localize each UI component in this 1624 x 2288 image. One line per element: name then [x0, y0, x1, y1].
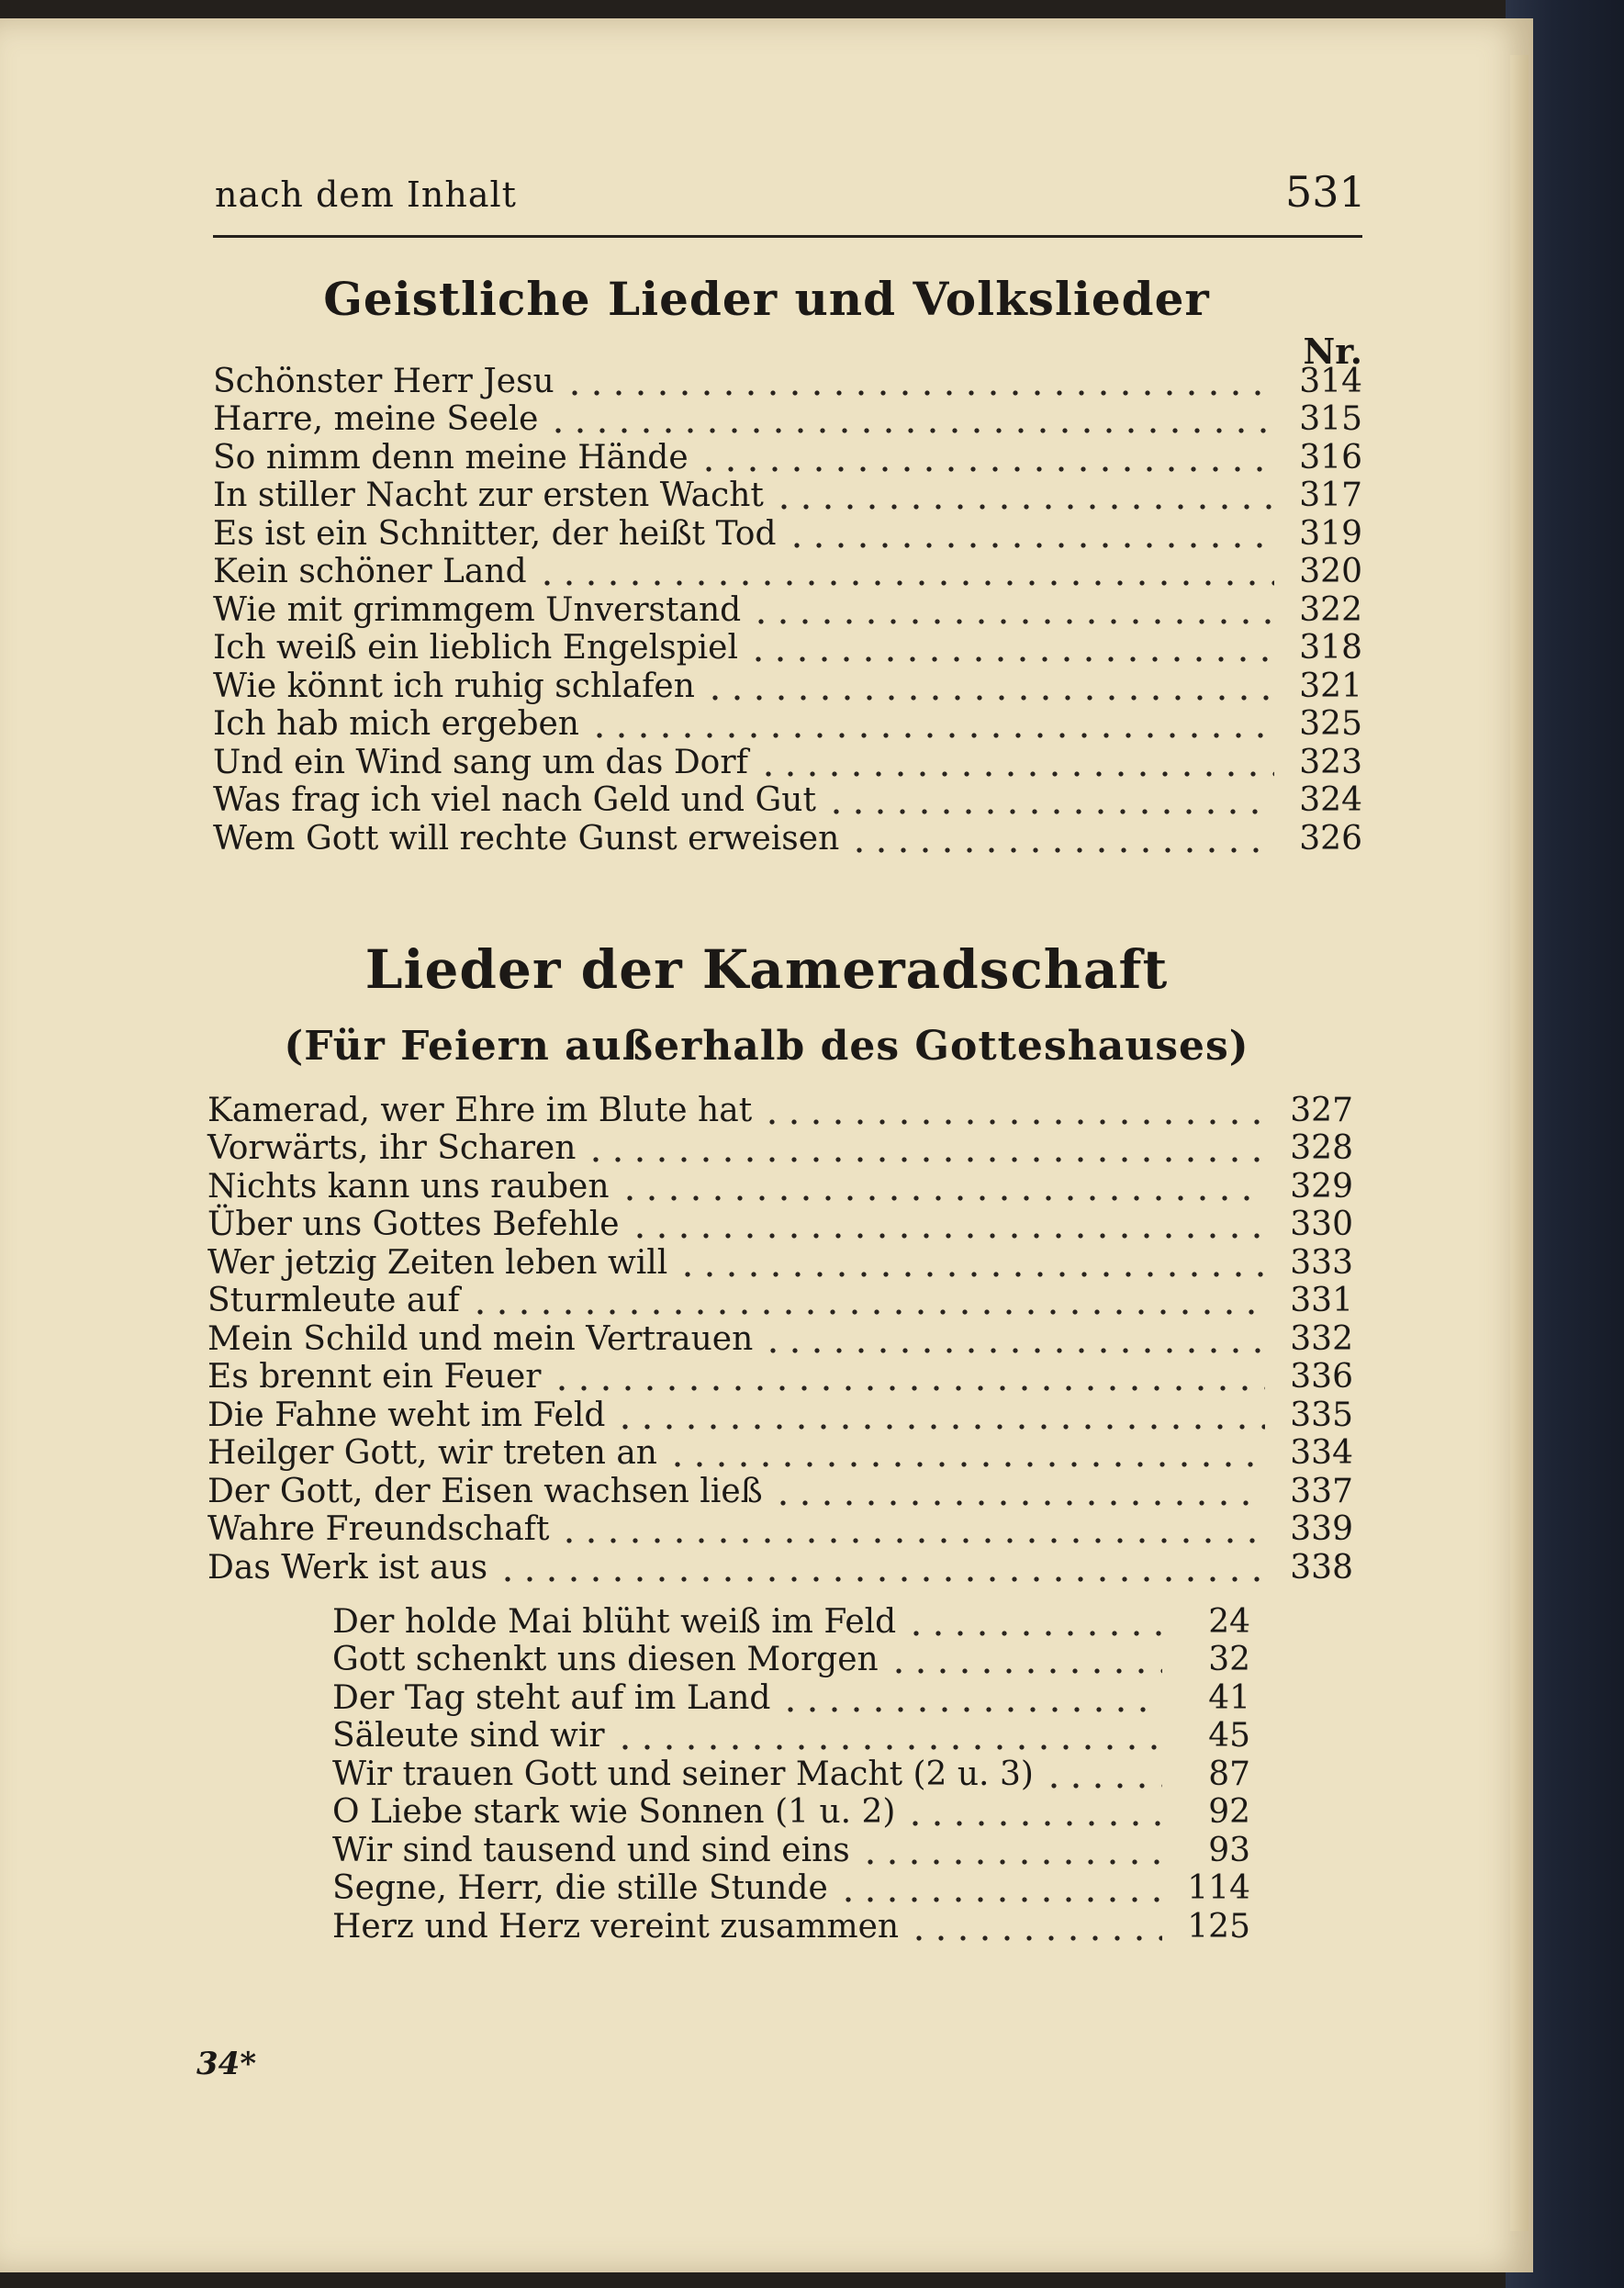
item-title: So nimm denn meine Hände: [213, 438, 689, 477]
dot-leader: [698, 439, 1274, 474]
list-item[interactable]: [213, 781, 1362, 820]
list-item[interactable]: [332, 1831, 1250, 1869]
list-item[interactable]: [213, 667, 1362, 705]
item-title: Ich weiß ein lieblich Engelspiel: [213, 629, 738, 667]
item-number: 92: [1208, 1793, 1250, 1831]
section2-sub-list: [332, 1602, 1250, 1946]
list-item[interactable]: [332, 1793, 1250, 1832]
dot-leader: [908, 1908, 1162, 1943]
item-number: 114: [1187, 1869, 1250, 1907]
item-title: Vorwärts, ihr Scharen: [207, 1129, 577, 1167]
item-number: 317: [1299, 477, 1362, 514]
dot-leader: [750, 591, 1274, 626]
dot-leader: [547, 400, 1274, 435]
item-title: Wer jetzig Zeiten leben will: [207, 1243, 668, 1282]
item-title: Die Fahne weht im Feld: [207, 1396, 606, 1434]
item-number: 318: [1299, 629, 1362, 667]
list-item[interactable]: [213, 477, 1362, 515]
dot-leader: [747, 629, 1274, 664]
item-number: 93: [1208, 1831, 1250, 1869]
dot-leader: [666, 1434, 1265, 1469]
item-number: 335: [1290, 1396, 1353, 1434]
item-number: 339: [1290, 1510, 1353, 1548]
item-number: 332: [1290, 1319, 1353, 1358]
item-title: O Liebe stark wie Sonnen (1 u. 2): [332, 1793, 896, 1831]
dot-leader: [469, 1282, 1265, 1317]
item-number: 330: [1290, 1206, 1353, 1243]
list-item[interactable]: [207, 1243, 1353, 1282]
item-number: 321: [1299, 667, 1362, 705]
item-number: 320: [1299, 553, 1362, 590]
list-item[interactable]: [213, 819, 1362, 858]
item-number: 337: [1290, 1472, 1353, 1510]
dot-leader: [619, 1168, 1265, 1203]
number-column-label: Nr.: [1303, 331, 1362, 372]
dot-leader: [888, 1641, 1162, 1676]
section-title-kameradschaft: Lieder der Kameradschaft: [364, 938, 1169, 1001]
dot-leader: [588, 705, 1274, 740]
dot-leader: [551, 1358, 1266, 1393]
item-title: Säleute sind wir: [332, 1717, 605, 1755]
item-number: 319: [1299, 514, 1362, 553]
list-item[interactable]: [213, 514, 1362, 553]
list-item[interactable]: [332, 1869, 1250, 1908]
list-item[interactable]: [332, 1717, 1250, 1755]
item-number: 32: [1208, 1641, 1250, 1678]
list-item[interactable]: [213, 629, 1362, 667]
item-title: Wie mit grimmgem Unverstand: [213, 590, 742, 629]
item-number: 41: [1208, 1678, 1250, 1717]
item-title: Nichts kann uns rauben: [207, 1167, 610, 1206]
item-number: 322: [1299, 590, 1362, 629]
item-title: Gott schenkt uns diesen Morgen: [332, 1641, 879, 1678]
header-rule: [213, 235, 1362, 238]
list-item[interactable]: [213, 705, 1362, 744]
list-item[interactable]: [213, 590, 1362, 629]
item-title: Es ist ein Schnitter, der heißt Tod: [213, 514, 777, 553]
list-item[interactable]: [213, 438, 1362, 477]
item-title: Schönster Herr Jesu: [213, 362, 554, 400]
item-title: Kamerad, wer Ehre im Blute hat: [207, 1091, 753, 1129]
item-title: Heilger Gott, wir treten an: [207, 1434, 657, 1472]
dot-leader: [761, 1092, 1265, 1127]
dot-leader: [614, 1717, 1162, 1752]
item-number: 324: [1299, 781, 1362, 819]
item-number: 326: [1299, 819, 1362, 858]
signature-mark: 34*: [196, 2046, 257, 2082]
running-title: nach dem Inhalt: [215, 174, 517, 215]
item-title: Sturmleute auf: [207, 1282, 460, 1319]
item-title: Herz und Herz vereint zusammen: [332, 1907, 900, 1946]
dot-leader: [772, 1473, 1265, 1508]
dot-leader: [779, 1679, 1162, 1714]
item-title: Wie könnt ich ruhig schlafen: [213, 667, 695, 705]
item-title: Der Gott, der Eisen wachsen ließ: [207, 1472, 763, 1510]
item-title: Wir trauen Gott und seiner Macht (2 u. 3): [332, 1755, 1034, 1793]
dot-leader: [497, 1549, 1265, 1584]
list-item[interactable]: [207, 1319, 1353, 1358]
list-item[interactable]: [207, 1167, 1353, 1206]
item-number: 334: [1290, 1434, 1353, 1472]
item-number: 329: [1290, 1167, 1353, 1206]
dot-leader: [848, 820, 1274, 855]
item-title: Das Werk ist aus: [207, 1548, 488, 1587]
list-item[interactable]: [207, 1129, 1353, 1168]
dot-leader: [558, 1510, 1265, 1545]
item-title: Was frag ich viel nach Geld und Gut: [213, 781, 816, 819]
dot-leader: [1043, 1755, 1162, 1790]
dot-leader: [585, 1129, 1265, 1164]
dot-leader: [677, 1244, 1265, 1279]
item-number: 325: [1299, 705, 1362, 743]
dot-leader: [859, 1832, 1162, 1867]
item-title: Segne, Herr, die stille Stunde: [332, 1869, 828, 1907]
item-number: 24: [1208, 1602, 1250, 1641]
item-title: Über uns Gottes Befehle: [207, 1206, 620, 1243]
dot-leader: [536, 553, 1274, 588]
list-item[interactable]: [332, 1602, 1250, 1641]
list-item[interactable]: [207, 1396, 1353, 1434]
dot-leader: [786, 515, 1274, 550]
list-item[interactable]: [332, 1641, 1250, 1679]
item-title: Und ein Wind sang um das Dorf: [213, 743, 748, 781]
item-title: Es brennt ein Feuer: [207, 1358, 542, 1396]
list-item[interactable]: [213, 553, 1362, 591]
list-item[interactable]: [207, 1091, 1353, 1129]
list-item[interactable]: [207, 1206, 1353, 1244]
item-title: Harre, meine Seele: [213, 400, 539, 438]
dot-leader: [837, 1869, 1162, 1904]
list-item[interactable]: [213, 400, 1362, 439]
item-number: 333: [1290, 1243, 1353, 1282]
item-number: 327: [1290, 1091, 1353, 1129]
item-number: 338: [1290, 1548, 1353, 1587]
item-number: 328: [1290, 1129, 1353, 1167]
dot-leader: [614, 1396, 1265, 1431]
item-title: Wir sind tausend und sind eins: [332, 1831, 850, 1869]
item-title: Mein Schild und mein Vertrauen: [207, 1319, 754, 1358]
section2-list: [207, 1091, 1353, 1587]
list-item[interactable]: [332, 1907, 1250, 1946]
item-title: Ich hab mich ergeben: [213, 705, 579, 743]
item-number: 336: [1290, 1358, 1353, 1396]
list-item[interactable]: [207, 1282, 1353, 1320]
list-item[interactable]: [207, 1358, 1353, 1396]
item-number: 314: [1299, 362, 1362, 400]
section-subtitle: (Für Feiern außerhalb des Gotteshauses): [284, 1023, 1249, 1070]
list-item[interactable]: [207, 1548, 1353, 1587]
list-item[interactable]: [207, 1510, 1353, 1549]
item-number: 45: [1208, 1717, 1250, 1755]
dot-leader: [564, 363, 1274, 398]
list-item[interactable]: [332, 1678, 1250, 1717]
page-number: 531: [1285, 167, 1366, 217]
item-number: 87: [1208, 1755, 1250, 1793]
list-item[interactable]: [213, 743, 1362, 781]
item-number: 315: [1299, 400, 1362, 438]
item-number: 323: [1299, 743, 1362, 781]
item-title: In stiller Nacht zur ersten Wacht: [213, 477, 764, 514]
list-item[interactable]: [332, 1755, 1250, 1793]
list-item[interactable]: [207, 1472, 1353, 1510]
item-title: Wahre Freundschaft: [207, 1510, 550, 1548]
dot-leader: [773, 477, 1274, 511]
dot-leader: [905, 1603, 1162, 1638]
list-item[interactable]: [213, 362, 1362, 400]
item-number: 316: [1299, 438, 1362, 477]
list-item[interactable]: [207, 1434, 1353, 1473]
page-edge-shadow: [1510, 55, 1529, 2231]
item-number: 331: [1290, 1282, 1353, 1319]
dot-leader: [704, 667, 1274, 702]
item-title: Kein schöner Land: [213, 553, 527, 590]
dot-leader: [904, 1793, 1162, 1828]
item-number: 125: [1187, 1907, 1250, 1946]
dot-leader: [825, 781, 1274, 816]
item-title: Der Tag steht auf im Land: [332, 1678, 771, 1717]
section-title-geistliche-lieder: Geistliche Lieder und Volkslieder: [323, 272, 1210, 326]
dot-leader: [762, 1320, 1265, 1355]
dot-leader: [629, 1206, 1265, 1240]
section1-list: [213, 362, 1362, 858]
item-title: Wem Gott will rechte Gunst erweisen: [213, 819, 840, 858]
item-title: Der holde Mai blüht weiß im Feld: [332, 1602, 897, 1641]
dot-leader: [757, 744, 1274, 779]
